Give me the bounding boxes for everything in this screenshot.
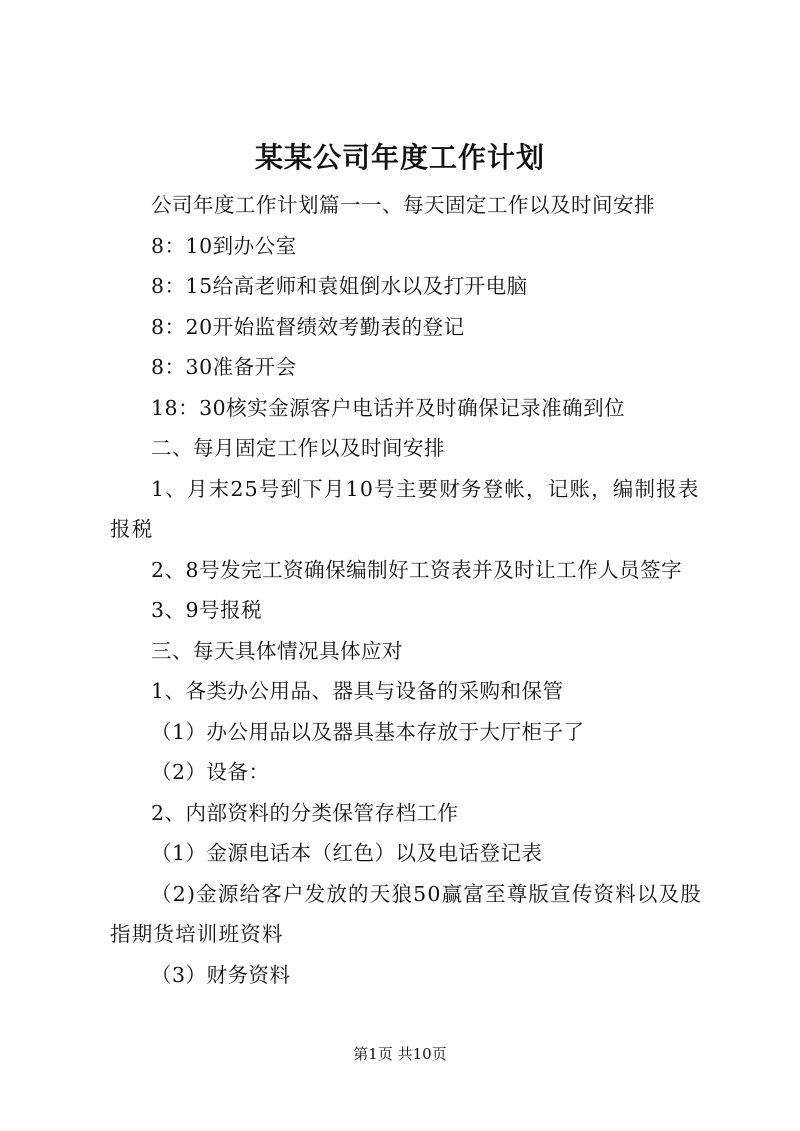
paragraph: 8：30准备开会 [151, 355, 297, 379]
paragraph: （2）设备： [151, 760, 270, 784]
paragraph: 二、每月固定工作以及时间安排 [151, 436, 445, 460]
paragraph: 1、月末25号到下月10号主要财务登帐，记账，编制报表报税 [110, 476, 700, 541]
paragraph: 3、9号报税 [151, 598, 263, 622]
paragraph: （3）财务资料 [151, 962, 291, 987]
paragraph: 8：15给高老师和袁姐倒水以及打开电脑 [151, 274, 528, 298]
paragraph: （1）办公用品以及器具基本存放于大厅柜子了 [151, 719, 585, 744]
paragraph: 8：10到办公室 [151, 233, 297, 258]
paragraph: （1）金源电话本（红色）以及电话登记表 [151, 841, 543, 865]
paragraph: 三、每天具体情况具体应对 [151, 638, 403, 663]
page-number-footer: 第1页 共10页 [353, 1045, 447, 1063]
document-body [110, 185, 710, 995]
paragraph: 18：30核实金源客户电话并及时确保记录准确到位 [151, 395, 626, 420]
paragraph: （2)金源给客户发放的天狼50赢富至尊版宣传资料以及股指期货培训班资料 [110, 881, 703, 946]
paragraph: 8：20开始监督绩效考勤表的登记 [151, 314, 465, 339]
paragraph: 公司年度工作计划篇一一、每天固定工作以及时间安排 [151, 193, 655, 217]
paragraph: 1、各类办公用品、器具与设备的采购和保管 [151, 679, 564, 703]
paragraph: 2、内部资料的分类保管存档工作 [151, 800, 459, 825]
paragraph: 2、8号发完工资确保编制好工资表并及时让工作人员签字 [151, 557, 683, 582]
document-title: 某某公司年度工作计划 [254, 141, 545, 174]
